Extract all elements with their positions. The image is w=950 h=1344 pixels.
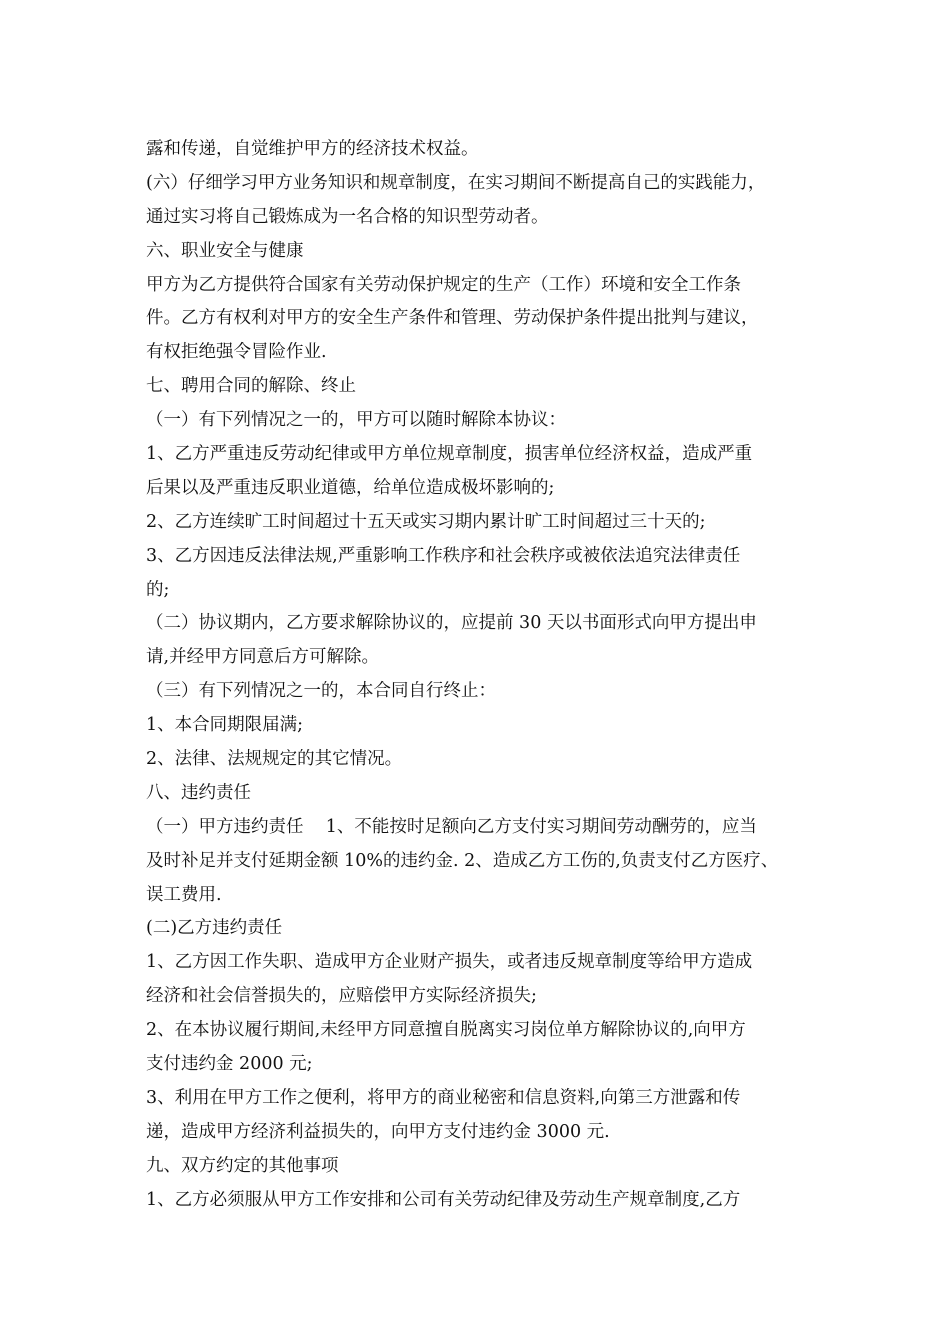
text-line: 露和传递，自觉维护甲方的经济技术权益。	[146, 139, 479, 159]
text-line: （一）甲方违约责任 1、不能按时足额向乙方支付实习期间劳动酬劳的，应当	[146, 816, 757, 837]
section-heading: 七、聘用合同的解除、终止	[146, 376, 356, 397]
text-line: 1、本合同期限届满;	[146, 715, 304, 736]
text-line: 1、乙方因工作失职、造成甲方企业财产损失，或者违反规章制度等给甲方造成	[146, 952, 753, 973]
text-line: 1、乙方必须服从甲方工作安排和公司有关劳动纪律及劳动生产规章制度,乙方	[146, 1189, 741, 1210]
text-line: 件。乙方有权利对甲方的安全生产条件和管理、劳动保护条件提出批判与建议，	[146, 308, 759, 329]
text-line: (二)乙方违约责任	[146, 918, 283, 939]
text-line: 2、在本协议履行期间,未经甲方同意擅自脱离实习岗位单方解除协议的,向甲方	[146, 1020, 746, 1041]
section-heading: 八、违约责任	[146, 782, 251, 803]
text-line: 3、乙方因违反法律法规,严重影响工作秩序和社会秩序或被依法追究法律责任	[146, 545, 741, 566]
text-line: 支付违约金 2000 元;	[146, 1054, 313, 1075]
section-heading: 六、职业安全与健康	[146, 240, 304, 261]
text-line: 2、法律、法规规定的其它情况。	[146, 749, 403, 770]
text-line: 通过实习将自己锻炼成为一名合格的知识型劳动者。	[146, 206, 549, 227]
text-line: 递，造成甲方经济利益损失的，向甲方支付违约金 3000 元.	[146, 1121, 610, 1142]
contract-text-body	[146, 135, 810, 1220]
text-line: （三）有下列情况之一的，本合同自行终止：	[146, 681, 496, 702]
text-line: 经济和社会信誉损失的，应赔偿甲方实际经济损失;	[146, 986, 537, 1007]
text-line: 的;	[146, 579, 170, 600]
text-line: 2、乙方连续旷工时间超过十五天或实习期内累计旷工时间超过三十天的;	[146, 511, 706, 532]
text-line: 有权拒绝强令冒险作业.	[146, 342, 327, 363]
text-line: 3、利用在甲方工作之便利，将甲方的商业秘密和信息资料,向第三方泄露和传	[146, 1087, 741, 1108]
text-line: （一）有下列情况之一的，甲方可以随时解除本协议：	[146, 410, 566, 431]
text-line: （二）协议期内，乙方要求解除协议的，应提前 30 天以书面形式向甲方提出申	[146, 613, 757, 634]
text-line: 1、乙方严重违反劳动纪律或甲方单位规章制度，损害单位经济权益，造成严重	[146, 444, 753, 465]
section-heading: 九、双方约定的其他事项	[146, 1155, 339, 1176]
text-line: 请,并经甲方同意后方可解除。	[146, 647, 380, 668]
text-line: 后果以及严重违反职业道德，给单位造成极坏影响的;	[146, 477, 555, 498]
text-line: 误工费用.	[146, 884, 222, 905]
text-line: 及时补足并支付延期金额 10%的违约金. 2、造成乙方工伤的,负责支付乙方医疗、	[146, 850, 779, 871]
text-line: (六）仔细学习甲方业务知识和规章制度，在实习期间不断提高自己的实践能力，	[146, 172, 766, 193]
text-line: 甲方为乙方提供符合国家有关劳动保护规定的生产（工作）环境和安全工作条	[146, 274, 741, 295]
